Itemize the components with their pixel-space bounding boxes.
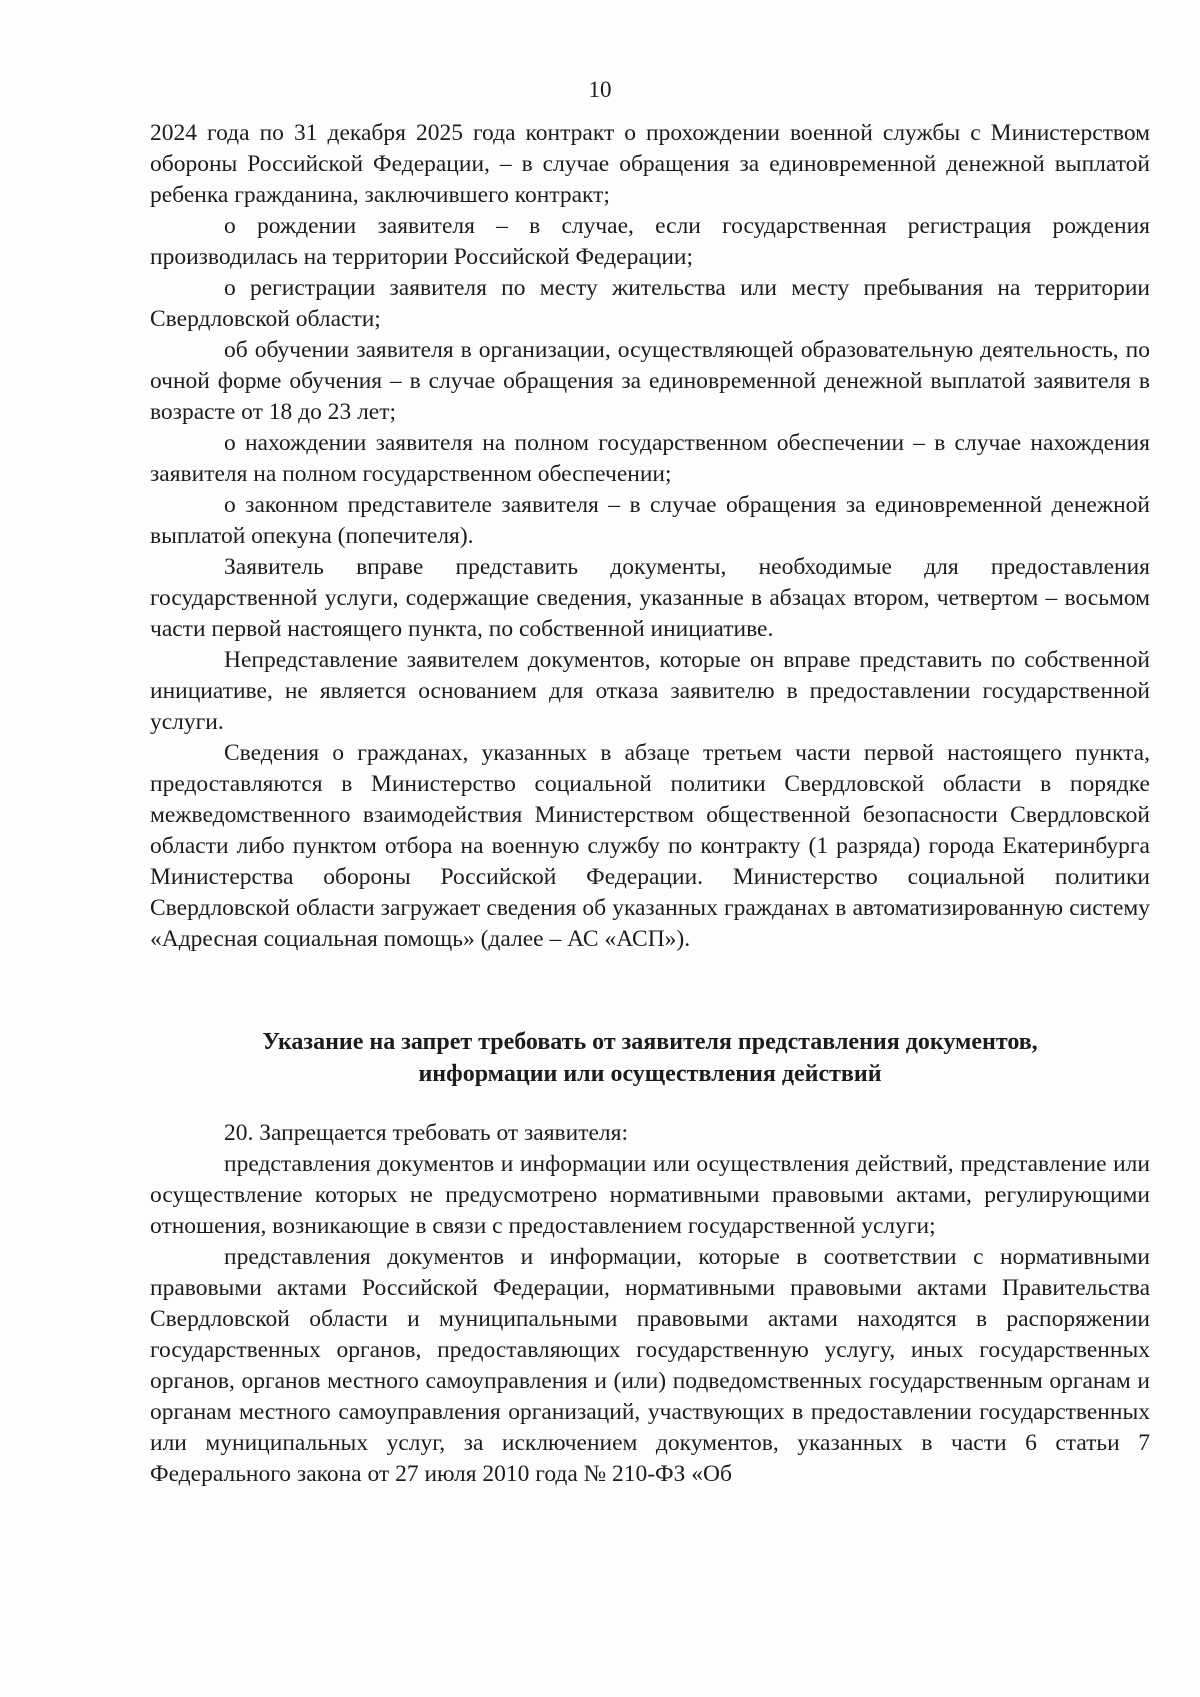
- paragraph: 2024 года по 31 декабря 2025 года контракт о прохождении военной службы с Министерством обороны Российской Федерации, – в случае обращения за единовременной денежной выплатой ребенка гражданина, заключившего контракт;: [150, 120, 1150, 208]
- paragraph: Сведения о гражданах, указанных в абзаце третьем части первой настоящего пункта, предоставляются в Министерство социальной политики Свердловской области в порядке межведомственного взаимодействия Министерством общественной безопасности Свердловской области либо пунктом отбора на военную службу по контракту (1 разряда) города Екатеринбурга Министерства обороны Российской Федерации. Министерство социальной политики Свердловской области загружает сведения об указанных гражданах в автоматизированную систему «Адресная социальная помощь» (далее – АС «АСП»).: [150, 740, 1150, 952]
- paragraph: о регистрации заявителя по месту жительства или месту пребывания на территории Свердловской области;: [150, 275, 1150, 332]
- paragraph: Непредставление заявителем документов, которые он вправе представить по собственной инициативе, не является основанием для отказа заявителю в предоставлении государственной услуги.: [150, 647, 1150, 735]
- section-heading-line-2: информации или осуществления действий: [418, 1061, 882, 1087]
- paragraph: представления документов и информации или осуществления действий, представление или осуществление которых не предусмотрено нормативными правовыми актами, регулирующими отношения, возникающие в связи с предоставлением государственной услуги;: [150, 1151, 1150, 1239]
- section-heading-line-1: Указание на запрет требовать от заявителя представления документов,: [262, 1029, 1038, 1055]
- paragraph: представления документов и информации, которые в соответствии с нормативными правовыми актами Российской Федерации, нормативными правовыми актами Правительства Свердловской области и муниципальными правовыми актами находятся в распоряжении государственных органов, предоставляющих государственную услугу, иных государственных органов, органов местного самоуправления и (или) подведомственных государственным органам и органам местного самоуправления организаций, участвующих в предоставлении государственных или муниципальных услуг, за исключением документов, указанных в части 6 статьи 7 Федерального закона от 27 июля 2010 года № 210-ФЗ «Об: [150, 1244, 1150, 1487]
- paragraph: 20. Запрещается требовать от заявителя:: [224, 1120, 628, 1146]
- paragraph: Заявитель вправе представить документы, необходимые для предоставления государственной услуги, содержащие сведения, указанные в абзацах втором, четвертом – восьмом части первой настоящего пункта, по собственной инициативе.: [150, 554, 1150, 642]
- paragraph: о законном представителе заявителя – в случае обращения за единовременной денежной выплатой опекуна (попечителя).: [150, 492, 1150, 549]
- body-text-section-2: [150, 1118, 1150, 1490]
- paragraph: о нахождении заявителя на полном государственном обеспечении – в случае нахождения заявителя на полном государственном обеспечении;: [150, 430, 1150, 487]
- page-number: 10: [588, 77, 612, 102]
- section-heading: [150, 1026, 1150, 1090]
- paragraph: об обучении заявителя в организации, осуществляющей образовательную деятельность, по очной форме обучения – в случае обращения за единовременной денежной выплатой заявителя в возрасте от 18 до 23 лет;: [150, 337, 1150, 425]
- body-text-section-1: [150, 118, 1150, 955]
- paragraph: о рождении заявителя – в случае, если государственная регистрация рождения производилась на территории Российской Федерации;: [150, 213, 1150, 270]
